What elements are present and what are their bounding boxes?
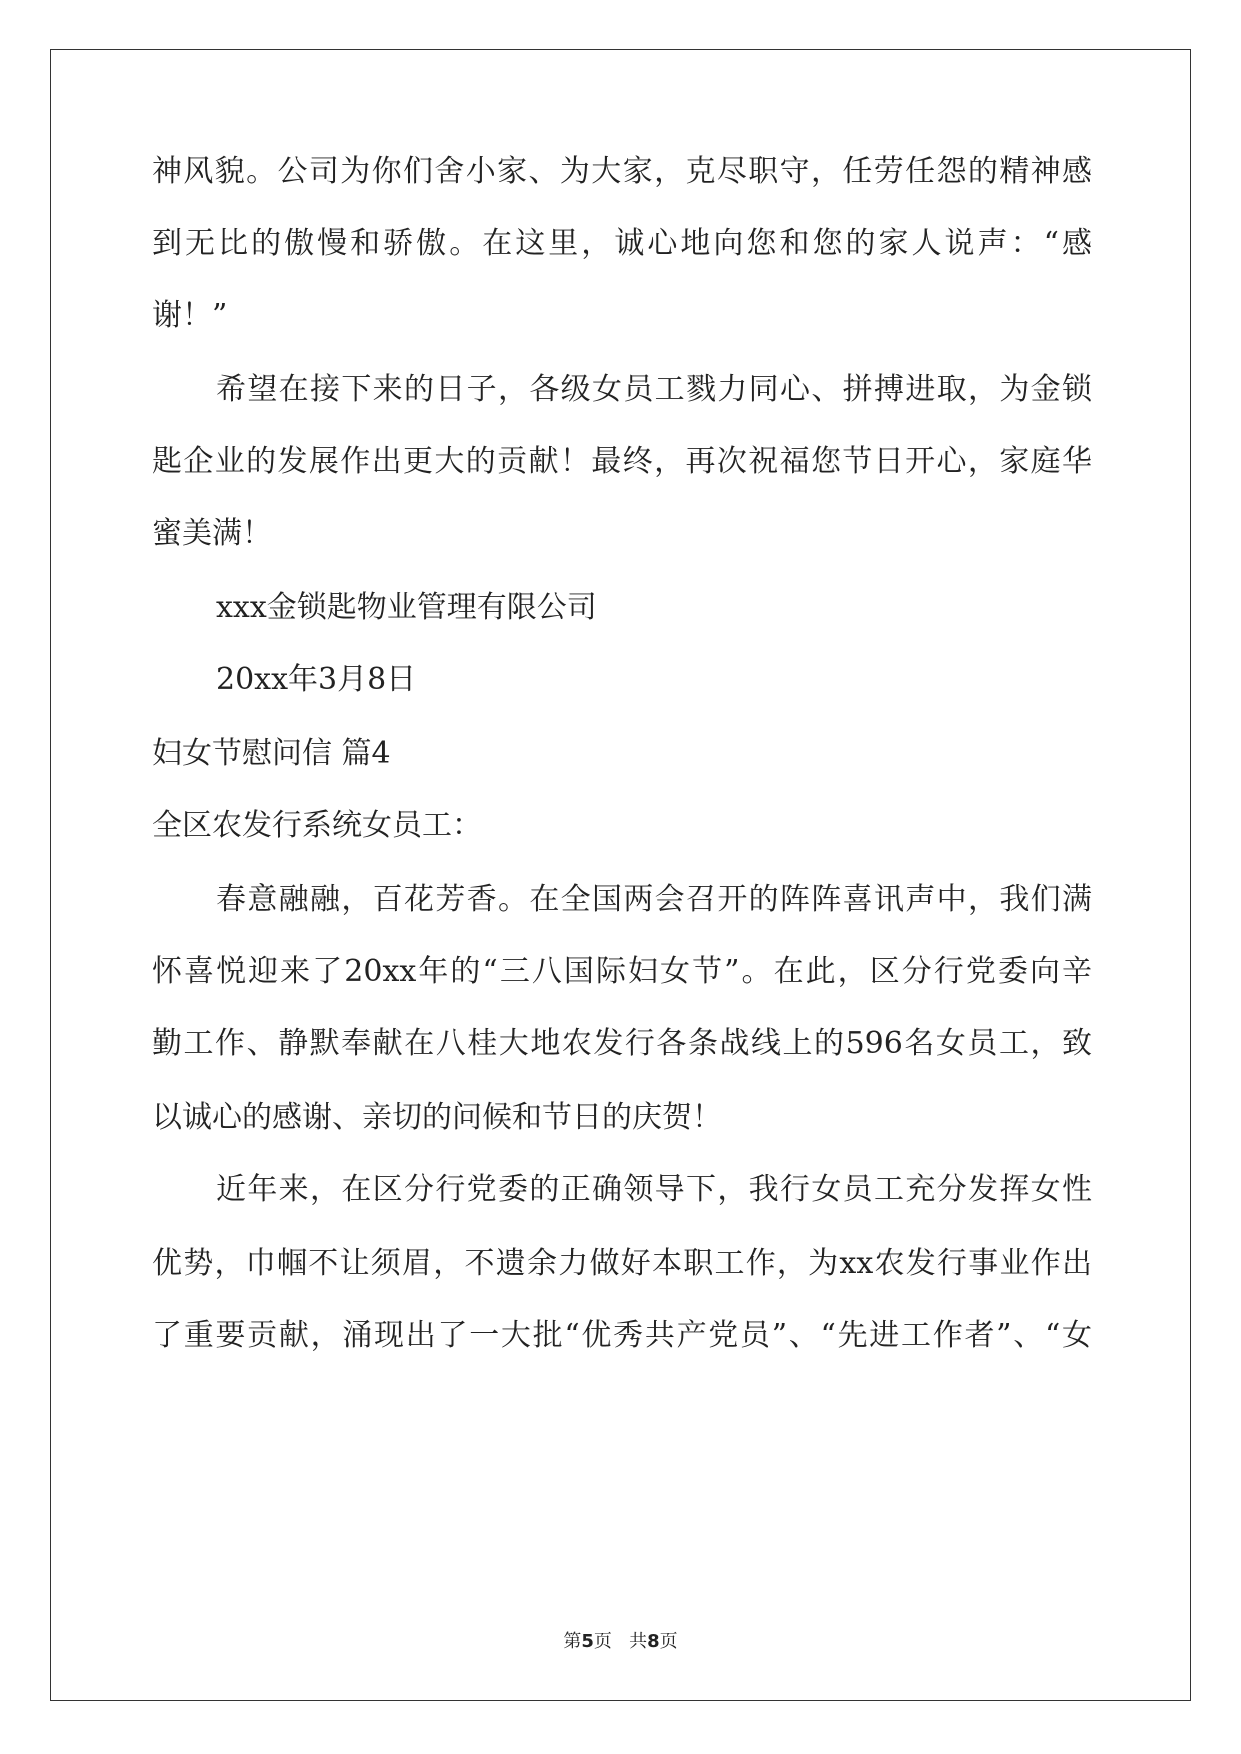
- company-signature: xxx金锁匙物业管理有限公司: [216, 590, 597, 625]
- text-line: 优势，巾帼不让须眉，不遗余力做好本职工作，为xx农发行事业作出: [152, 1246, 1092, 1281]
- text-line: 匙企业的发展作出更大的贡献！最终，再次祝福您节日开心，家庭华: [152, 444, 1092, 479]
- page-footer: [0, 1630, 1241, 1654]
- footer-prefix: 第: [563, 1631, 582, 1652]
- text-line: 怀喜悦迎来了20xx年的“三八国际妇女节”。在此，区分行党委向辛: [152, 954, 1092, 989]
- footer-total-prefix: 共: [629, 1631, 648, 1652]
- text-line: 勤工作、静默奉献在八桂大地农发行各条战线上的596名女员工，致: [152, 1026, 1092, 1061]
- salutation: 全区农发行系统女员工：: [152, 808, 482, 843]
- text-line: 以诚心的感谢、亲切的问候和节日的庆贺！: [152, 1100, 722, 1135]
- text-line: 了重要贡献，涌现出了一大批“优秀共产党员”、“先进工作者”、“女: [152, 1318, 1092, 1353]
- text-line: 到无比的傲慢和骄傲。在这里，诚心地向您和您的家人说声：“感: [152, 226, 1092, 261]
- footer-total-suffix: 页: [659, 1631, 678, 1652]
- section-heading: 妇女节慰问信 篇4: [152, 736, 391, 771]
- text-line: 近年来，在区分行党委的正确领导下，我行女员工充分发挥女性: [216, 1172, 1092, 1207]
- text-line: 春意融融，百花芳香。在全国两会召开的阵阵喜讯声中，我们满: [216, 882, 1092, 917]
- current-page-number: 5: [581, 1631, 594, 1652]
- text-line: 希望在接下来的日子，各级女员工戮力同心、拼搏进取，为金锁: [216, 372, 1092, 407]
- text-line: 神风貌。公司为你们舍小家、为大家，克尽职守，任劳任怨的精神感: [152, 154, 1092, 189]
- text-line: 谢！”: [152, 298, 228, 333]
- text-line: 蜜美满！: [152, 516, 272, 551]
- footer-page-suffix: 页: [593, 1631, 612, 1652]
- signature-date: 20xx年3月8日: [216, 662, 417, 697]
- total-page-count: 8: [647, 1631, 660, 1652]
